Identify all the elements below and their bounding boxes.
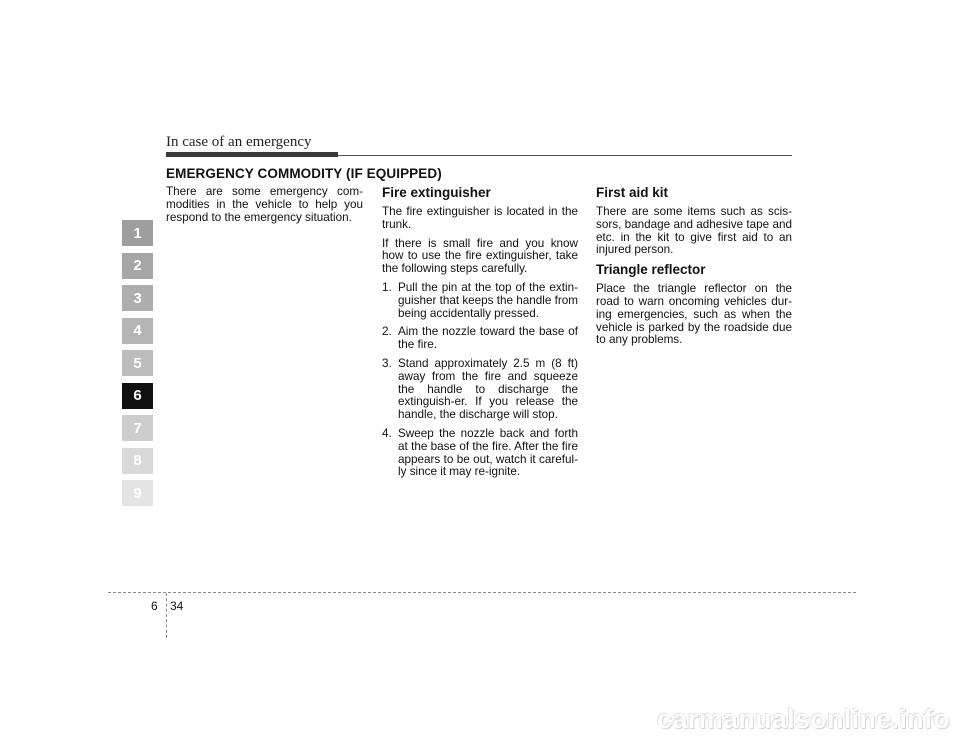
step-number: 2. xyxy=(382,325,392,339)
column-fire-extinguisher xyxy=(382,186,578,485)
chapter-tab-5[interactable]: 5 xyxy=(122,350,153,376)
step-text: Pull the pin at the top of the extin-guisher that keeps the handle from being accidentally pressed. xyxy=(398,280,578,320)
step-item xyxy=(382,326,578,352)
chapter-tab-6[interactable]: 6 xyxy=(122,383,153,409)
triangle-reflector-heading: Triangle reflector xyxy=(596,262,706,278)
step-number: 1. xyxy=(382,280,392,294)
chapter-tab-2[interactable]: 2 xyxy=(122,253,153,279)
footer-rule xyxy=(108,592,856,593)
header-title: In case of an emergency xyxy=(166,134,312,150)
fire-extinguisher-location: The fire extinguisher is located in the trunk. xyxy=(382,205,578,231)
step-text: Sweep the nozzle back and forth at the base of the fire. After the fire appears to be out, watch it careful-ly since it may re-ignite. xyxy=(398,426,578,479)
header-rule xyxy=(338,155,792,156)
step-item xyxy=(382,358,578,422)
column-intro xyxy=(166,186,363,230)
step-text: Aim the nozzle toward the base of the fire. xyxy=(398,325,578,352)
footer-divider xyxy=(166,593,167,638)
step-text: Stand approximately 2.5 m (8 ft) away from the fire and squeeze the handle to discharge the extinguish-er. If you release the handle, the discharge will stop. xyxy=(398,356,578,422)
chapter-tab-7[interactable]: 7 xyxy=(122,415,153,441)
header-bar xyxy=(166,152,338,157)
footer-chapter-number: 6 xyxy=(151,599,158,613)
section-title: EMERGENCY COMMODITY (IF EQUIPPED) xyxy=(166,166,442,181)
fire-extinguisher-heading: Fire extinguisher xyxy=(382,185,491,200)
chapter-tabs xyxy=(122,220,153,513)
footer-page-number: 34 xyxy=(170,599,184,613)
chapter-tab-9[interactable]: 9 xyxy=(122,480,153,506)
watermark: carmanualsonline.info xyxy=(657,704,950,734)
chapter-tab-8[interactable]: 8 xyxy=(122,448,153,474)
first-aid-heading: First aid kit xyxy=(596,185,669,200)
first-aid-text: There are some items such as scis-sors, bandage and adhesive tape and etc. in the kit to give first aid to an injured person. xyxy=(596,205,792,257)
fire-extinguisher-instructions: If there is small fire and you know how to use the fire extinguisher, take the following steps carefully. xyxy=(382,236,578,276)
column-first-aid-triangle xyxy=(596,186,792,353)
chapter-tab-4[interactable]: 4 xyxy=(122,318,153,344)
step-number: 4. xyxy=(382,426,392,440)
triangle-reflector-text: Place the triangle reflector on the road to warn oncoming vehicles dur-ing emergencies, such as when the vehicle is parked by the roadside due to any problems. xyxy=(596,282,792,347)
chapter-tab-1[interactable]: 1 xyxy=(122,220,153,246)
step-item xyxy=(382,428,578,479)
chapter-tab-3[interactable]: 3 xyxy=(122,285,153,311)
step-item xyxy=(382,282,578,320)
intro-text: There are some emergency com-modities in the vehicle to help you respond to the emergency situation. xyxy=(166,185,363,224)
step-number: 3. xyxy=(382,356,392,370)
fire-extinguisher-steps xyxy=(382,282,578,479)
